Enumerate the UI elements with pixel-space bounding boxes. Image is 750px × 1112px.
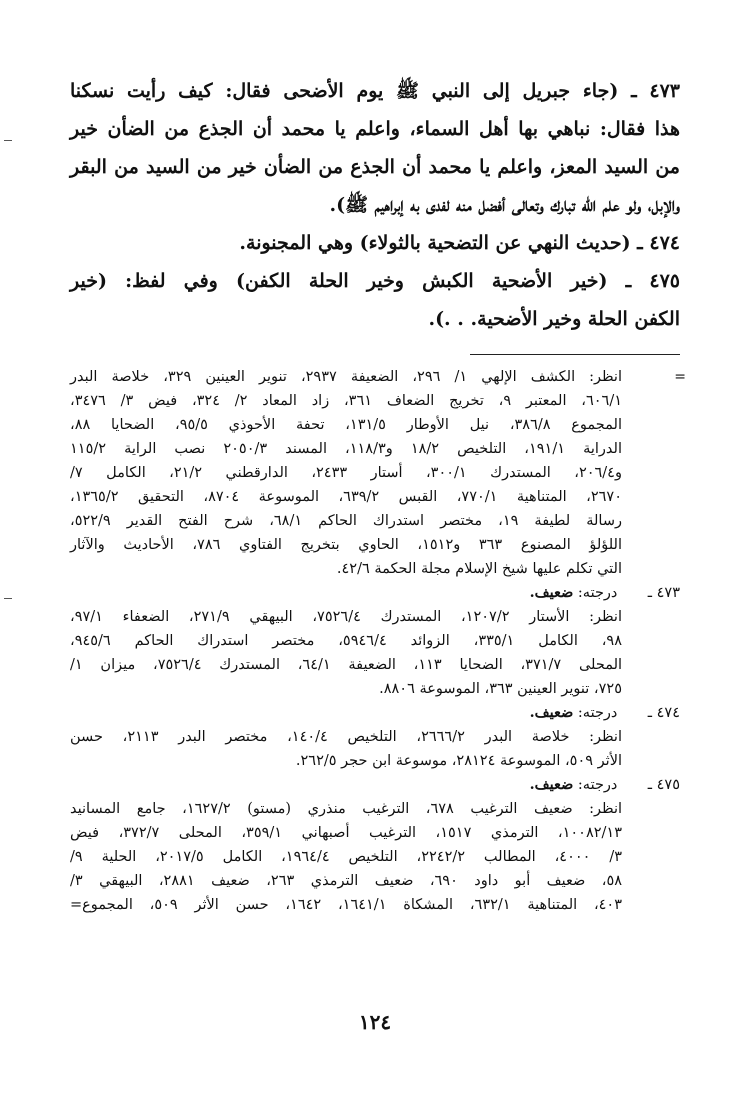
scan-edge-mark [4, 140, 12, 141]
grade-label: درجته: [577, 777, 618, 793]
grade-value: ضعيف. [529, 776, 574, 793]
hadith-number: ٤٧٣ ـ [647, 585, 680, 601]
scan-edge-mark [4, 598, 12, 599]
footnote-line: ١٠٠٨٢/١٣، الترمذي ١٥١٧، الترغيب أصبهاني ٣٥٩/١، المحلى ٣٧٢/٧، فيض [70, 825, 622, 841]
main-line: هذا فقال: نباهي بها أهل السماء، واعلم يا محمد أن الجذع من الضأن خير [70, 118, 680, 140]
footnote-line [70, 365, 686, 389]
grade-label: درجته: [577, 705, 618, 721]
footnote-line: ٦٠٦/١، المعتبر ٩، تخريج الضعاف ٣٦١، زاد المعاد ٢/ ٣٢٤، فيض ٣/ ٣٤٧٦، [70, 393, 622, 409]
footnote-line: الدراية ١٩١/١، التلخيص ١٨/٢ و١١٨/٣، المسند ٢٠٥٠/٣ نصب الراية ١١٥/٢ [70, 441, 622, 457]
main-line: والإبل، ولو علم الله تبارك وتعالى أفضل منه لفدى به إبراهيم ﷺ). [329, 194, 680, 216]
hadith-number: ٤٧٤ ـ [647, 705, 680, 721]
main-text [70, 72, 680, 338]
main-line: ٤٧٤ ـ (حديث النهي عن التضحية بالثولاء) وهي المجنونة. [239, 232, 680, 254]
continuation-mark: = [674, 369, 686, 385]
grade-label: درجته: [577, 585, 618, 601]
page-number: ١٢٤ [358, 1010, 392, 1034]
hadith-number: ٤٧٥ ـ [647, 777, 680, 793]
footnote-heading-473 [70, 581, 680, 605]
footnote-separator [470, 354, 680, 355]
footnote-heading-475 [70, 773, 680, 797]
footnote-line: ٣/ ٤٠٠٠، المطالب ٢٢٤٢/٢، التلخيص ١٩٦٤/٤، الكامل ٢٠١٧/٥، الحلية ٩/ [70, 849, 623, 865]
footnote-line: ٩٨، الكامل ٣٣٥/١، الزوائد ٥٩٤٦/٤، مختصر استدراك الحاكم ٩٤٥/٦، [70, 633, 622, 649]
footnote-line: انظر: ضعيف الترغيب ٦٧٨، الترغيب منذري (مستو) ١٦٢٧/٢، جامع المسانيد [70, 801, 623, 817]
footnote-line: المحلى ٣٧١/٧، الضحايا ١١٣، الضعيفة ٦٤/١، المستدرك ٧٥٢٦/٤، ميزان ١/ [70, 657, 623, 673]
footnote-line: انظر: الأستار ١٢٠٧/٢، المستدرك ٧٥٢٦/٤، البيهقي ٢٧١/٩، الضعفاء ٩٧/١، [70, 609, 622, 625]
footnotes [70, 365, 686, 917]
footnote-line: انظر: خلاصة البدر ٢٦٦٦/٢، التلخيص ١٤٠/٤، مختصر البدر ٢١١٣، حسن [70, 729, 622, 745]
footnote-line: الأثر ٥٠٩، الموسوعة ٢٨١٢٤، موسوعة ابن حجر ٢٦٢/٥. [295, 753, 622, 769]
footnote-line: ٤٠٣، المتناهية ٦٣٢/١، المشكاة ١٦٤١/١، ١٦٤٢، حسن الأثر ٥٠٩، المجموع= [70, 897, 622, 913]
footnote-line: التي تكلم عليها شيخ الإسلام مجلة الحكمة ٤٢/٦. [336, 561, 622, 577]
footnote-line: المجموع ٣٨٦/٨، نيل الأوطار ١٣١/٥، تحفة الأحوذي ٩٥/٥، الضحايا ٨٨، [70, 417, 622, 433]
footnote-line: ٧٢٥، تنوير العينين ٣٦٣، الموسوعة ٨٨٠٦. [379, 681, 622, 697]
main-line: ٤٧٣ ـ (جاء جبريل إلى النبي ﷺ يوم الأضحى فقال: كيف رأيت نسكنا [70, 80, 680, 102]
main-line: من السيد المعز، واعلم يا محمد أن الجذع من الضأن خير من السيد من البقر [70, 156, 680, 178]
main-line: ٤٧٥ ـ (خير الأضحية الكبش وخير الحلة الكفن) وفي لفظ: (خير [70, 270, 680, 292]
footnote-heading-474 [70, 701, 680, 725]
footnote-line: ٥٨، ضعيف أبو داود ٦٩٠، ضعيف الترمذي ٢٦٣، ضعيف ٢٨٨١، البيهقي ٣/ [70, 873, 623, 889]
footnote-line: رسالة لطيفة ١٩، مختصر استدراك الحاكم ٦٨/١، شرح الفتح القدير ٥٢٢/٩، [70, 513, 622, 529]
main-line: الكفن الحلة وخير الأضحية. . .). [428, 308, 680, 330]
footnote-line: و٢٠٦/٤، المستدرك ٣٠٠/١، أستار ٢٤٣٣، الدارقطني ٢١/٢، الكامل ٧/ [70, 465, 622, 481]
grade-value: ضعيف. [529, 704, 574, 721]
footnote-text: انظر: الكشف الإلهي ١/ ٢٩٦، الضعيفة ٢٩٣٧، تنوير العينين ٣٢٩، خلاصة البدر [70, 369, 622, 385]
footnote-line: اللؤلؤ المصنوع ٣٦٣ و١٥١٢، الحاوي بتخريج الفتاوي ٧٨٦، الأحاديث والآثار [70, 537, 622, 553]
footnote-line: ٢٦٧٠، المتناهية ٧٧٠/١، القبس ٦٣٩/٢، الموسوعة ٨٧٠٤، التحقيق ١٣٦٥/٢، [70, 489, 622, 505]
grade-value: ضعيف. [529, 584, 574, 601]
